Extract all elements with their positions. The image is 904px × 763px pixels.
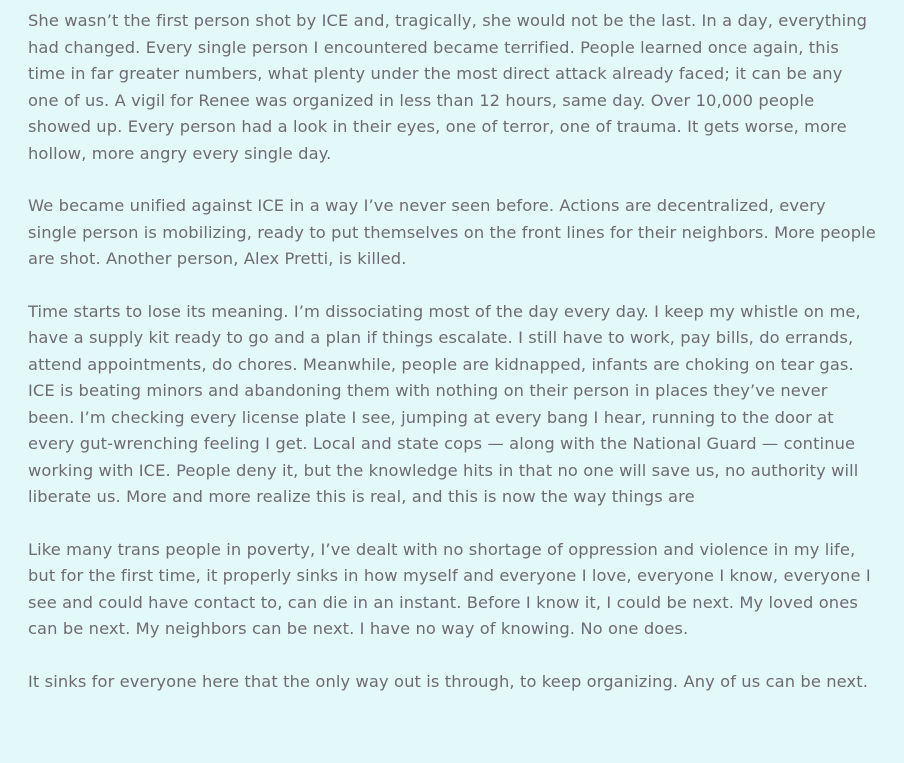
article-text [28, 8, 876, 695]
paragraph: She wasn’t the first person shot by ICE and, tragically, she would not be the last. In a day, everything had changed. Every single person I encountered became terrified. People learned once again, this time in far greater numbers, what plenty under the most direct attack already faced; it can be any one of us. A vigil for Renee was organized in less than 12 hours, same day. Over 10,000 people showed up. Every person had a look in their eyes, one of terror, one of trauma. It gets worse, more hollow, more angry every single day. [28, 11, 868, 163]
paragraph: We became unified against ICE in a way I’ve never seen before. Actions are decentralized, every single person is mobilizing, ready to put themselves on the front lines for their neighbors. More people are shot. Another person, Alex Pretti, is killed. [28, 196, 876, 268]
paragraph: It sinks for everyone here that the only way out is through, to keep organizing. Any of us can be next. [28, 671, 868, 691]
paragraph: Time starts to lose its meaning. I’m dissociating most of the day every day. I keep my whistle on me, have a supply kit ready to go and a plan if things escalate. I still have to work, pay bills, do errands, attend appointments, do chores. Meanwhile, people are kidnapped, infants are choking on tear gas. ICE is beating minors and abandoning them with nothing on their person in places they’ve never been. I’m checking every license plate I see, jumping at every bang I hear, running to the door at every gut-wrenching feeling I get. Local and state cops — along with the National Guard — continue working with ICE. People deny it, but the knowledge hits in that no one will save us, no authority will liberate us. More and more realize this is real, and this is now the way things are [28, 301, 861, 506]
paragraph: Like many trans people in poverty, I’ve dealt with no shortage of oppression and violence in my life, but for the first time, it properly sinks in how myself and everyone I love, everyone I know, everyone I see and could have contact to, can die in an instant. Before I know it, I could be next. My loved ones can be next. My neighbors can be next. I have no way of knowing. No one does. [28, 539, 871, 638]
